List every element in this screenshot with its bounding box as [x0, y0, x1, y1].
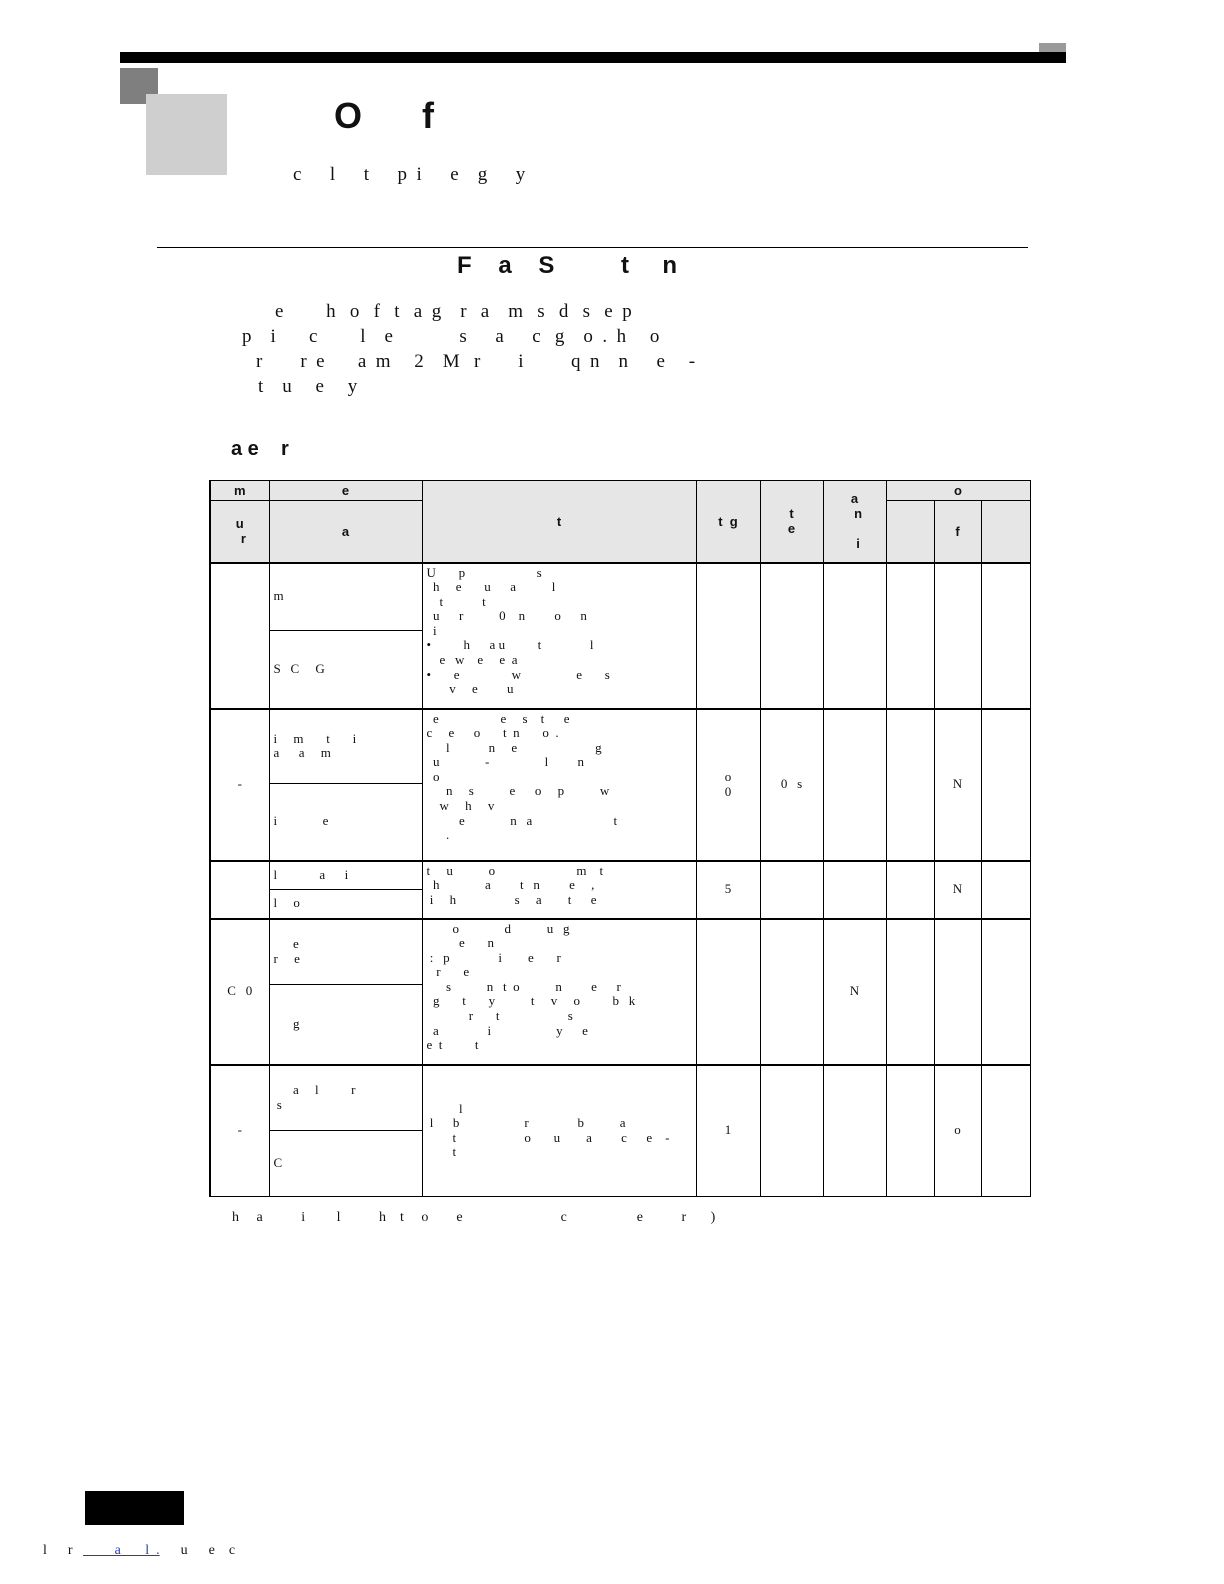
param-method-3 [981, 563, 1030, 709]
param-name-bottom: i e [269, 784, 422, 861]
param-method-1 [886, 563, 934, 709]
footer-suffix: u e c [180, 1543, 236, 1558]
footer-line [43, 1543, 235, 1559]
param-name-top: e r e [269, 919, 422, 985]
param-setting: o 0 [696, 709, 760, 861]
param-setting: 1 [696, 1065, 760, 1197]
header-method-1 [886, 501, 934, 563]
table-heading: a e r [231, 438, 289, 460]
header-name: e [269, 481, 422, 501]
param-description: o d u g e n : p i e r r e s n t o n e r g t y t v o b k r t s a i y e e t t [422, 919, 696, 1065]
header-setting-range: t g [696, 481, 760, 563]
paragraph-line: t u e y [258, 376, 358, 397]
header-control-methods: o [886, 481, 1030, 501]
paragraph-line: p i c l e s a c g o . h o [242, 326, 660, 347]
section-title: F a S t n [457, 252, 678, 279]
param-change [823, 1065, 886, 1197]
param-change [823, 861, 886, 919]
param-default [760, 1065, 823, 1197]
header-default: t e [760, 481, 823, 563]
param-setting: 5 [696, 861, 760, 919]
param-change [823, 709, 886, 861]
header-change: a n i [823, 481, 886, 563]
param-name-top: l a i [269, 861, 422, 890]
param-default [760, 919, 823, 1065]
footer-link[interactable]: a l . [83, 1543, 160, 1558]
param-number-cell [210, 861, 269, 919]
table-footnote: h a i l h t o e c e r ) [232, 1210, 716, 1225]
param-number-cell: - [210, 709, 269, 861]
top-corner-tab [1039, 43, 1066, 52]
param-method-1 [886, 709, 934, 861]
param-change [823, 563, 886, 709]
page-number-tab [85, 1491, 184, 1525]
chapter-subtitle: c l t p i e g y [293, 164, 526, 185]
header-number-sub: u r [210, 501, 269, 563]
top-rule-bar [120, 52, 1066, 63]
param-method-2 [934, 563, 981, 709]
param-default: 0 s [760, 709, 823, 861]
param-number-cell [210, 563, 269, 709]
param-method-3 [981, 1065, 1030, 1197]
param-method-3 [981, 709, 1030, 861]
param-method-3 [981, 861, 1030, 919]
param-name-top: a l r s [269, 1065, 422, 1131]
param-setting [696, 563, 760, 709]
header-name-sub: a [269, 501, 422, 563]
param-description: e e s t e c e o t n o . l n e g u - l n o n s e o p w w h v e n a t . [422, 709, 696, 861]
chapter-title: O f [334, 95, 435, 136]
param-number-cell: - [210, 1065, 269, 1197]
chapter-marker-light [146, 94, 227, 175]
header-method-2: f [934, 501, 981, 563]
param-name-bottom: S C G [269, 631, 422, 709]
param-method-3 [981, 919, 1030, 1065]
param-change: N [823, 919, 886, 1065]
param-description: l l b r b a t o u a c e - t [422, 1065, 696, 1197]
param-method-1 [886, 1065, 934, 1197]
param-number-cell: C 0 [210, 919, 269, 1065]
paragraph-line: e h o f t a g r a m s d s e p [275, 301, 632, 322]
paragraph-line: r r e a m 2 M r i q n n e - [256, 351, 696, 372]
param-setting [696, 919, 760, 1065]
param-name-bottom: g [269, 985, 422, 1065]
param-method-2: N [934, 861, 981, 919]
param-name-top: m [269, 563, 422, 631]
param-method-1 [886, 861, 934, 919]
param-method-2: N [934, 709, 981, 861]
header-method-3 [981, 501, 1030, 563]
param-default [760, 861, 823, 919]
section-divider [157, 247, 1028, 248]
param-method-1 [886, 919, 934, 1065]
param-method-2: o [934, 1065, 981, 1197]
header-number: m [210, 481, 269, 501]
footer-prefix: l r [43, 1543, 73, 1558]
param-name-bottom: l o [269, 890, 422, 919]
param-method-2 [934, 919, 981, 1065]
param-default [760, 563, 823, 709]
param-description: t u o m t h a t n e , i h s a t e [422, 861, 696, 919]
param-name-top: i m t i a a m [269, 709, 422, 784]
header-description: t [422, 481, 696, 563]
param-name-bottom: C [269, 1131, 422, 1197]
parameter-table [209, 480, 1031, 1197]
param-description: U p s h e u a l t t u r 0 n o n i • h a u t l e w e e a • e w e s v e u [422, 563, 696, 709]
